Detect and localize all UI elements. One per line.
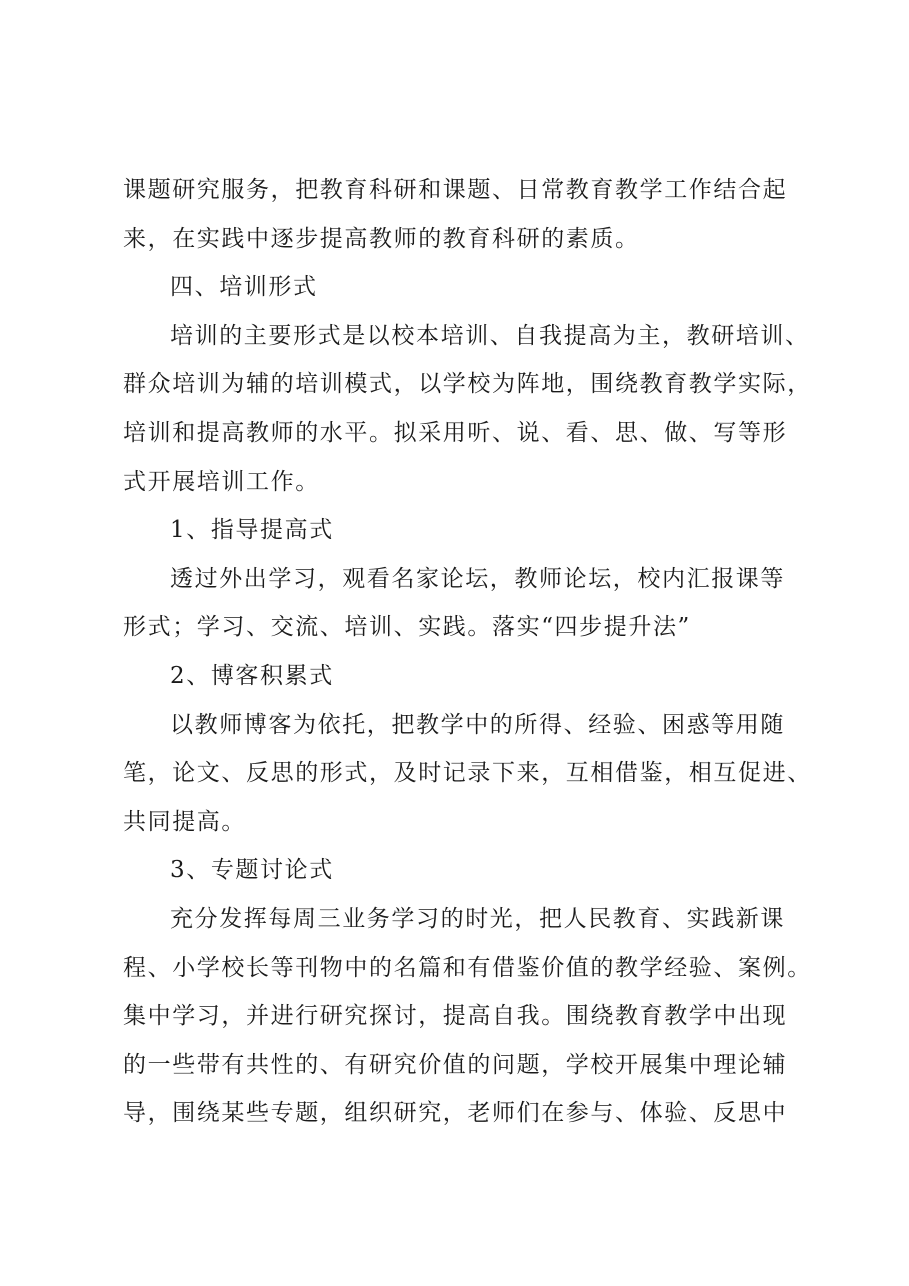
text-line: 导，围绕某些专题，组织研究，老师们在参与、体验、反思中 <box>123 1100 788 1127</box>
subsection-heading: 2、博客积累式 <box>170 662 334 689</box>
text-line: 形式；学习、交流、培训、实践。落实“四步提升法” <box>123 614 691 641</box>
document-body <box>123 166 812 1138</box>
text-line: 充分发挥每周三业务学习的时光，把人民教育、实践新课 <box>170 905 785 932</box>
text-line: 培训的主要形式是以校本培训、自我提高为主，教研培训、 <box>170 322 810 349</box>
text-line: 的一些带有共性的、有研究价值的问题，学校开展集中理论辅 <box>123 1051 788 1078</box>
subsection-heading: 1、指导提高式 <box>170 517 334 544</box>
text-line: 式开展培训工作。 <box>123 468 320 495</box>
text-line: 群众培训为辅的培训模式，以学校为阵地，围绕教育教学实际， <box>123 371 812 398</box>
subsection-heading: 3、专题讨论式 <box>170 857 334 884</box>
text-line: 程、小学校长等刊物中的名篇和有借鉴价值的教学经验、案例。 <box>123 954 812 981</box>
text-line: 来，在实践中逐步提高教师的教育科研的素质。 <box>123 225 640 252</box>
text-line: 笔，论文、反思的形式，及时记录下来，互相借鉴，相互促进、 <box>123 760 812 787</box>
text-line: 透过外出学习，观看名家论坛，教师论坛，校内汇报课等 <box>170 565 785 592</box>
text-line: 共同提高。 <box>123 808 246 835</box>
text-line: 课题研究服务，把教育科研和课题、日常教育教学工作结合起 <box>123 177 788 203</box>
text-line: 培训和提高教师的水平。拟采用听、说、看、思、做、写等形 <box>123 419 788 446</box>
text-line: 以教师博客为依托，把教学中的所得、经验、困惑等用随 <box>170 711 785 738</box>
section-heading: 四、培训形式 <box>170 274 318 301</box>
text-line: 集中学习，并进行研究探讨，提高自我。围绕教育教学中出现 <box>123 1003 788 1030</box>
